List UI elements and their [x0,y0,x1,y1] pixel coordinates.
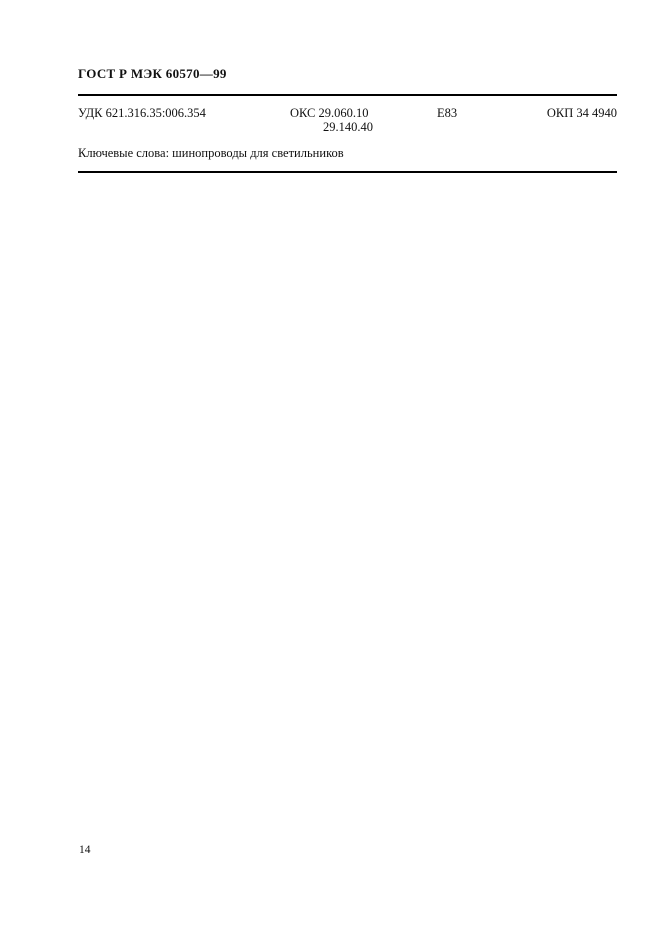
okp-code: ОКП 34 4940 [546,106,617,120]
oks-code-line1: ОКС 29.060.10 [290,106,369,120]
page-number: 14 [79,844,91,856]
oks-code [290,107,373,134]
standard-designation-header: ГОСТ Р МЭК 60570—99 [78,66,227,81]
document-group-code: Е83 [437,106,458,120]
udk-code: УДК 621.316.35:006.354 [78,106,206,120]
keywords-line: Ключевые слова: шинопроводы для светильников [78,146,344,160]
horizontal-rule-bottom [78,171,617,173]
horizontal-rule-top [78,94,617,96]
oks-code-line2: 29.140.40 [323,119,373,134]
